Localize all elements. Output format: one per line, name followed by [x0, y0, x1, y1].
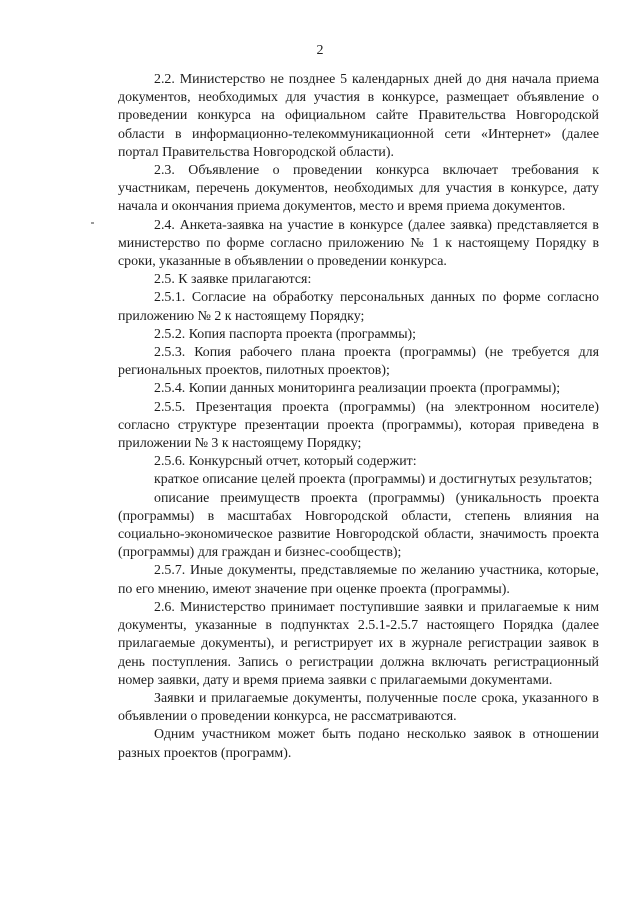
paragraph-2-4: 2.4. Анкета-заявка на участие в конкурсе (далее заявка) представляется в министерство по форме согласно приложению № 1 к настоящему Порядку в сроки, указанные в объявлении о проведении конкурса.: [118, 217, 599, 270]
paragraph-2-5: 2.5. К заявке прилагаются:: [154, 272, 312, 288]
paragraph-2-2: 2.2. Министерство не позднее 5 календарных дней до дня начала приема документов, необходимых для участия в конкурсе, размещает объявление о проведении конкурса на официальном сайте Правительства Новгородской области в информационно-телекоммуникационной сети «Интернет» (далее портал Правительства Новгородской области).: [118, 72, 599, 160]
paragraph-2-5-7: 2.5.7. Иные документы, представляемые по желанию участника, которые, по его мнению, имеют значение при оценке проекта (программы).: [118, 563, 599, 597]
scan-mark: [91, 222, 94, 224]
paragraph-2-5-5: 2.5.5. Презентация проекта (программы) (на электронном носителе) согласно структуре презентации проекта (программы), которая приведена в приложении № 3 к настоящему Порядку;: [118, 399, 599, 452]
paragraph-2-5-2: 2.5.2. Копия паспорта проекта (программы);: [154, 326, 417, 342]
paragraph-late-applications: Заявки и прилагаемые документы, полученные после срока, указанного в объявлении о проведении конкурса, не рассматриваются.: [118, 690, 599, 725]
paragraph-2-5-3: 2.5.3. Копия рабочего плана проекта (программы) (не требуется для региональных проектов, пилотных проектов);: [118, 345, 599, 379]
page-number: 2: [316, 43, 324, 58]
paragraph-2-5-6: 2.5.6. Конкурсный отчет, который содержит:: [154, 454, 417, 470]
document-body: [118, 71, 599, 763]
paragraph-goals-summary: краткое описание целей проекта (программы) и достигнутых результатов;: [154, 472, 593, 488]
paragraph-2-6: 2.6. Министерство принимает поступившие заявки и прилагаемые к ним документы, указанные в подпунктах 2.5.1-2.5.7 настоящего Порядка (далее прилагаемые документы), и регистрирует их в журнале регистрации заявок в день поступления. Запись о регистрации должна включать регистрационный номер заявки, дату и время приема заявки с прилагаемыми документами.: [118, 599, 599, 688]
paragraph-2-5-1: 2.5.1. Согласие на обработку персональных данных по форме согласно приложению № 2 к настоящему Порядку;: [118, 290, 599, 324]
paragraph-2-3: 2.3. Объявление о проведении конкурса включает требования к участникам, перечень документов, необходимых для участия в конкурсе, дату начала и окончания приема документов, место и время приема документов.: [118, 163, 599, 215]
paragraph-multiple-applications: Одним участником может быть подано несколько заявок в отношении разных проектов (программ).: [118, 727, 599, 761]
paragraph-2-5-4: 2.5.4. Копии данных мониторинга реализации проекта (программы);: [154, 381, 561, 397]
paragraph-advantages: описание преимуществ проекта (программы) (уникальность проекта (программы) в масштабах Новгородской области, степень влияния на социально-экономическое развитие Новгородской области, значимость проекта (программы) для граждан и бизнес-сообществ);: [118, 490, 599, 561]
